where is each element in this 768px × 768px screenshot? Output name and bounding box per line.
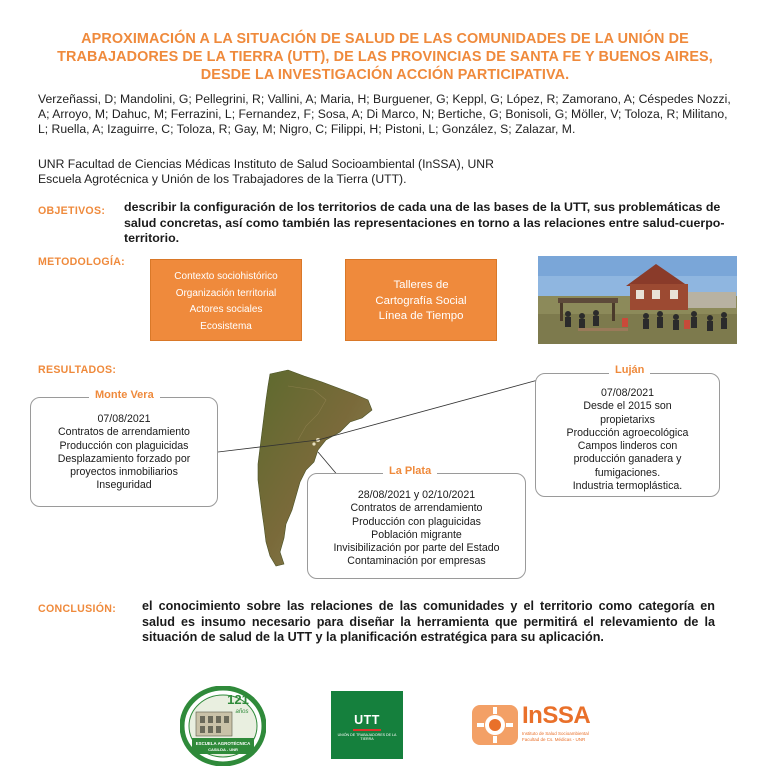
resultados-label: RESULTADOS: <box>38 364 117 376</box>
inssa-logo-text: InSSA <box>522 702 591 729</box>
utt-logo-bar <box>353 729 381 731</box>
methodology-item: Organización territorial <box>175 287 277 299</box>
result-box-monte-vera <box>30 397 218 507</box>
workshop-photo <box>538 256 737 344</box>
methodology-box-context <box>150 259 302 341</box>
methodology-box-workshops <box>345 259 497 341</box>
school-name: ESCUELA AGROTÉCNICA <box>195 741 251 746</box>
result-box-lujan <box>535 373 720 497</box>
inssa-logo-icon <box>470 699 522 751</box>
result-line: Inseguridad <box>96 479 152 492</box>
school-years-word: años <box>235 709 249 715</box>
conclusion-label: CONCLUSIÓN: <box>38 603 117 615</box>
result-line: fumigaciones. <box>594 466 661 479</box>
school-logo <box>180 686 266 766</box>
inssa-logo-sub: Instituto de Salud Socioambiental Facultad de Cs. Médicas - UNR <box>522 731 589 742</box>
result-line: 07/08/2021 <box>600 387 655 399</box>
result-line: Producción con plaguicidas <box>352 515 481 528</box>
objetivos-label: OBJETIVOS: <box>38 205 106 217</box>
utt-logo <box>331 691 403 759</box>
poster-title: APROXIMACIÓN A LA SITUACIÓN DE SALUD DE LAS COMUNIDADES DE LA UNIÓN DE TRABAJADORES DE LA TIERRA (UTT), DE LAS PROVINCIAS DE SANTA FE Y BUENOS AIRES, DESDE LA INVESTIGACIÓN ACCIÓN PARTICIPATIVA. <box>57 31 713 83</box>
affiliation-line-2: Escuela Agrotécnica y Unión de los Trabajadores de la Tierra (UTT). <box>38 172 407 186</box>
methodology-item: Ecosistema <box>200 320 252 332</box>
methodology-item: Cartografía Social <box>375 294 467 307</box>
lujan-title: Luján <box>609 364 650 376</box>
result-box-la-plata <box>307 473 526 579</box>
result-line: Contratos de arrendamiento <box>350 502 483 515</box>
methodology-item: Contexto sociohistórico <box>174 271 278 282</box>
methodology-item: Actores sociales <box>189 304 263 315</box>
school-city: CASILDA - UNR <box>208 747 238 752</box>
conclusion-text: el conocimiento sobre las relaciones de las comunidades y el territorio como categoría en salud es insumo necesario para diseñar la herramienta que permitirá el relevamiento de la situación de salud de la UTT y la planificación estratégica para su aplicación. <box>142 599 715 645</box>
affiliation-line-1: UNR Facultad de Ciencias Médicas Instituto de Salud Socioambiental (InSSA), UNR <box>38 157 494 171</box>
result-line: Producción agroecológica <box>566 426 689 439</box>
utt-logo-sub: UNIÓN DE TRABAJADORES DE LA TIERRA <box>337 733 397 741</box>
author-list: Verzeñassi, D; Mandolini, G; Pellegrini, R; Vallini, A; Maria, H; Burguener, G; Keppl, G; López, R; Zamorano, A; Céspedes Nozzi, A; Arroyo, M; Dahuc, M; Ferrazini, L; Fernandez, F; Sosa, A; Di Marco, N; Bertiche, G; Bonisoli, G; Möller, V; Toloza, R; Militano, L; Ruella, A; Izaguirre, C; Toloza, R; Gay, M; Nigro, C; Filippi, H; Pistoni, L; González, S; Zalazar, M. <box>38 92 731 137</box>
result-line: 28/08/2021 y 02/10/2021 <box>357 489 476 501</box>
methodology-item: Talleres de <box>393 279 449 291</box>
result-line: 07/08/2021 <box>97 413 151 425</box>
la-plata-title: La Plata <box>383 465 437 477</box>
methodology-item: Línea de Tiempo <box>378 310 464 322</box>
result-line: Campos linderos con <box>577 440 678 453</box>
result-line: Industria termoplástica. <box>572 480 683 493</box>
utt-logo-text: UTT <box>354 713 380 727</box>
result-line: Producción con plaguicidas <box>59 439 189 452</box>
result-line: Contratos de arrendamiento <box>58 426 190 439</box>
result-line: Contaminación por empresas <box>347 555 486 568</box>
metodologia-label: METODOLOGÍA: <box>38 256 125 268</box>
result-line: producción ganadera y <box>573 453 682 466</box>
result-line: Desplazamiento forzado por <box>57 452 191 465</box>
result-line: proyectos inmobiliarios <box>70 466 178 479</box>
result-line: Población migrante <box>371 528 462 541</box>
objetivos-text: describir la configuración de los territorios de cada una de las bases de la UTT, sus problemáticas de salud concretas, así como también las representaciones en torno a las relaciones entre salud-cuerpo-territorio. <box>124 200 725 246</box>
monte-vera-title: Monte Vera <box>89 389 160 401</box>
result-line: propietarixs <box>600 413 655 426</box>
affiliation <box>38 157 738 187</box>
result-line: Invisibilización por parte del Estado <box>333 542 500 555</box>
result-line: Desde el 2015 son <box>583 400 672 413</box>
school-years: 121 <box>227 692 249 707</box>
